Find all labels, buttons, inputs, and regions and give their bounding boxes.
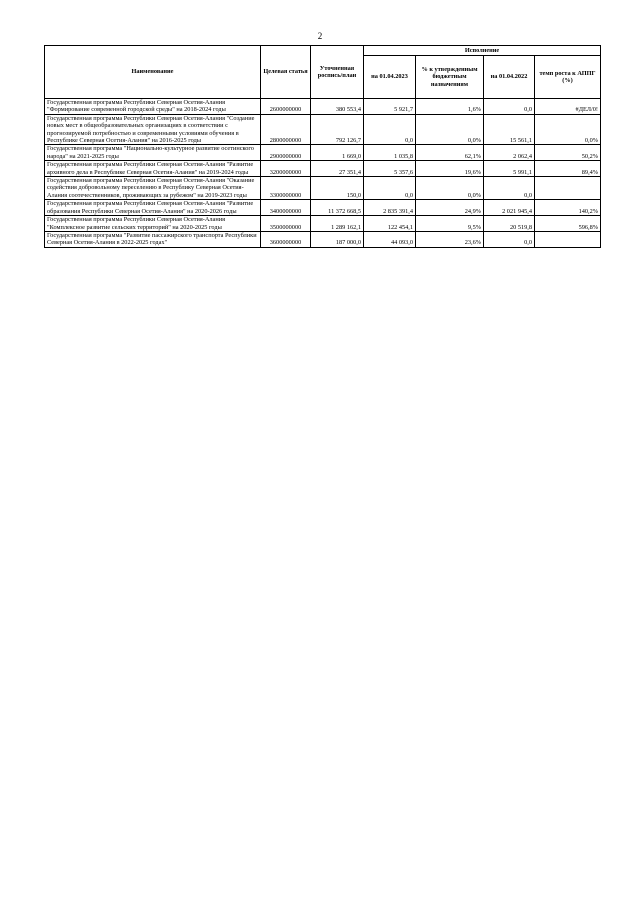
plan-value: 1 669,0 [311,145,364,161]
target-code: 2800000000 [261,114,311,145]
program-name: Государственная программа "Развитие пассажирского транспорта Республики Северная Осетия-Алания в 2022-2025 годах" [45,231,261,247]
header-execution: Исполнение [364,46,601,56]
target-code: 2600000000 [261,99,311,115]
header-growth: темп роста к АППГ (%) [535,56,601,99]
growth-value: 0,0% [535,114,601,145]
exec-value: 122 454,1 [364,216,416,232]
budget-execution-table [44,45,601,248]
program-name: Государственная программа Республики Северная Осетия-Алания "Комплексное развитие сельских территорий" на 2020-2025 годы [45,216,261,232]
percent-value: 24,9% [416,200,484,216]
growth-value [535,231,601,247]
percent-value: 0,0% [416,114,484,145]
exec-value: 2 835 391,4 [364,200,416,216]
header-date-prev: на 01.04.2022 [484,56,535,99]
percent-value: 62,1% [416,145,484,161]
header-date-current: на 01.04.2023 [364,56,416,99]
plan-value: 380 553,4 [311,99,364,115]
plan-value: 187 000,0 [311,231,364,247]
percent-value: 19,6% [416,161,484,177]
growth-value: 596,8% [535,216,601,232]
prev-value: 0,0 [484,177,535,200]
target-code: 3300000000 [261,177,311,200]
header-row-top [45,46,601,56]
program-name: Государственная программа Республики Северная Осетия-Алания "Оказание содействия добровольному переселению в Республику Северная Осетия-Алания соотечественников, проживающих за рубежом" на 2019-2023 годы [45,177,261,200]
header-name: Наименование [45,46,261,99]
target-code: 3400000000 [261,200,311,216]
target-code: 3600000000 [261,231,311,247]
percent-value: 1,6% [416,99,484,115]
table-row [45,216,601,232]
plan-value: 27 351,4 [311,161,364,177]
program-name: Государственная программа "Национально-культурное развитие осетинского народа" на 2021-2025 годы [45,145,261,161]
prev-value: 5 991,1 [484,161,535,177]
growth-value: #ДЕЛ/0! [535,99,601,115]
plan-value: 11 372 668,5 [311,200,364,216]
growth-value: 140,2% [535,200,601,216]
header-percent: % к утвержденным бюджетным назначениям [416,56,484,99]
exec-value: 1 035,8 [364,145,416,161]
growth-value: 50,2% [535,145,601,161]
percent-value: 23,6% [416,231,484,247]
target-code: 3500000000 [261,216,311,232]
exec-value: 0,0 [364,177,416,200]
growth-value [535,177,601,200]
table-row [45,114,601,145]
table-row [45,161,601,177]
program-name: Государственная программа Республики Северная Осетия-Алания "Развитие архивного дела в Республике Северная Осетия-Алания" на 2019-2024 годы [45,161,261,177]
program-name: Государственная программа Республики Северная Осетия-Алания "Формирование современной городской среды" на 2018-2024 годы [45,99,261,115]
growth-value: 89,4% [535,161,601,177]
header-target-article: Целевая статья [261,46,311,99]
target-code: 3200000000 [261,161,311,177]
table-row [45,145,601,161]
table-row [45,177,601,200]
percent-value: 0,0% [416,177,484,200]
plan-value: 1 289 162,1 [311,216,364,232]
plan-value: 150,0 [311,177,364,200]
prev-value: 20 519,8 [484,216,535,232]
header-plan: Уточненная роспись/план [311,46,364,99]
percent-value: 9,5% [416,216,484,232]
program-name: Государственная программа Республики Северная Осетия-Алания "Развитие образования Республики Северная Осетия-Алания" на 2020-2026 годы [45,200,261,216]
exec-value: 5 921,7 [364,99,416,115]
prev-value: 2 062,4 [484,145,535,161]
table-row [45,231,601,247]
prev-value: 0,0 [484,231,535,247]
page-number: 2 [317,31,323,41]
program-name: Государственная программа Республики Северная Осетия-Алания "Создание новых мест в общеобразовательных организациях в соответствии с прогнозируемой потребностью и современными условиями обучения в Республике Северная Осетия-Алания" на 2016-2025 годы [45,114,261,145]
exec-value: 5 357,6 [364,161,416,177]
table-row [45,99,601,115]
exec-value: 0,0 [364,114,416,145]
table-row [45,200,601,216]
prev-value: 15 561,1 [484,114,535,145]
target-code: 2900000000 [261,145,311,161]
exec-value: 44 093,0 [364,231,416,247]
prev-value: 2 021 945,4 [484,200,535,216]
plan-value: 792 126,7 [311,114,364,145]
prev-value: 0,0 [484,99,535,115]
